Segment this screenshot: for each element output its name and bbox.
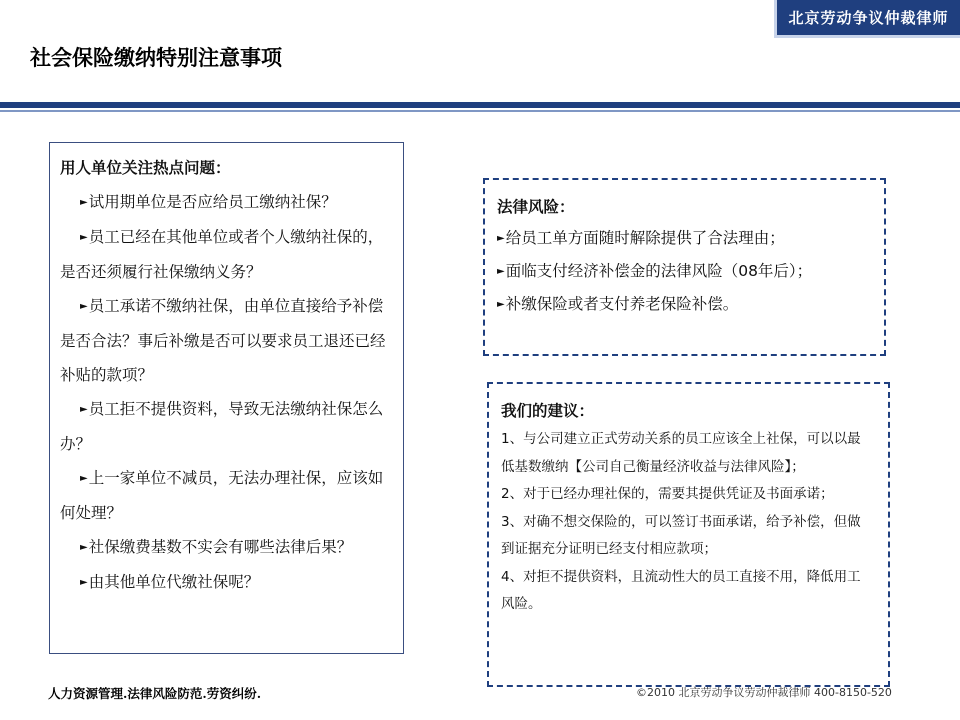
legal-risk-panel: [483, 178, 886, 356]
risk-item: ►面临支付经济补偿金的法律风险（08年后）；: [497, 262, 813, 280]
risk-item: ►补缴保险或者支付养老保险补偿。: [497, 295, 739, 313]
triangle-right-icon: ►: [80, 197, 88, 208]
hot-issues-heading: 用人单位关注热点问题：: [60, 159, 231, 177]
advice-heading: 我们的建议：: [501, 402, 595, 420]
advice-item: 4、对拒不提供资料，且流动性大的员工直接不用，降低用工风险。: [501, 568, 861, 612]
triangle-right-icon: ►: [80, 473, 88, 484]
question-item: ►员工承诺不缴纳社保，由单位直接给予补偿是否合法？事后补缴是否可以要求员工退还已经补贴的款项？: [60, 297, 386, 384]
advice-item: 2、对于已经办理社保的，需要其提供凭证及书面承诺；: [501, 486, 834, 502]
triangle-right-icon: ►: [80, 301, 88, 312]
legal-risk-heading: 法律风险：: [497, 198, 575, 216]
question-item: ►社保缴费基数不实会有哪些法律后果？: [80, 538, 353, 556]
advice-item: 3、对确不想交保险的，可以签订书面承诺，给予补偿，但做到证据充分证明已经支付相应款项；: [501, 513, 861, 557]
question-item: ►上一家单位不减员，无法办理社保，应该如何处理？: [60, 469, 384, 522]
question-item: ►员工已经在其他单位或者个人缴纳社保的，是否还须履行社保缴纳义务？: [60, 228, 384, 281]
header-divider-thin: [0, 110, 960, 112]
question-item: ►试用期单位是否应给员工缴纳社保？: [80, 193, 337, 211]
footer-copyright: ©2010 北京劳动争议劳动仲裁律师 400-8150-520: [636, 686, 892, 699]
triangle-right-icon: ►: [497, 233, 505, 244]
brand-banner: 北京劳动争议仲裁律师: [774, 0, 960, 38]
question-item: ►员工拒不提供资料，导致无法缴纳社保怎么办？: [60, 400, 384, 453]
header-divider: [0, 102, 960, 108]
advice-panel: [487, 382, 890, 687]
page-title: 社会保险缴纳特别注意事项: [30, 45, 282, 70]
risk-item: ►给员工单方面随时解除提供了合法理由；: [497, 229, 785, 247]
triangle-right-icon: ►: [80, 232, 88, 243]
triangle-right-icon: ►: [80, 542, 88, 553]
triangle-right-icon: ►: [497, 266, 505, 277]
question-item: ►由其他单位代缴社保呢？: [80, 573, 260, 591]
advice-item: 1、与公司建立正式劳动关系的员工应该全上社保，可以以最低基数缴纳【公司自己衡量经济收益与法律风险】；: [501, 431, 861, 475]
footer-tagline: 人力资源管理.法律风险防范.劳资纠纷.: [48, 686, 262, 701]
triangle-right-icon: ►: [497, 299, 505, 310]
triangle-right-icon: ►: [80, 404, 88, 415]
hot-issues-panel: [49, 142, 404, 654]
triangle-right-icon: ►: [80, 577, 88, 588]
